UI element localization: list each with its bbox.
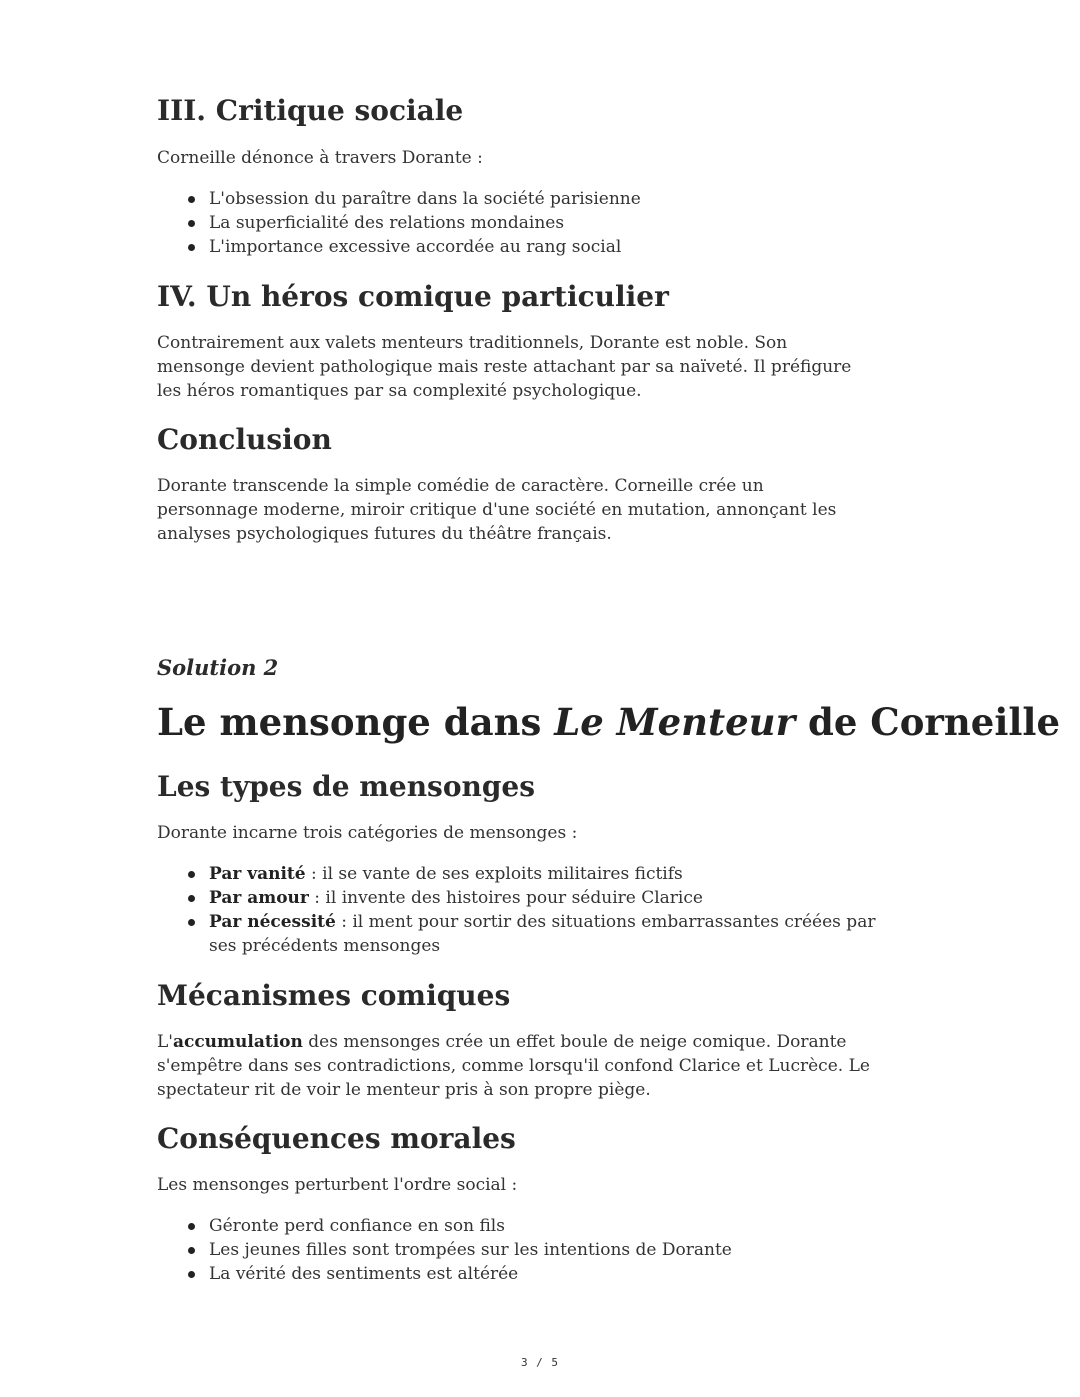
list-item xyxy=(157,862,897,886)
paragraph xyxy=(157,1030,907,1102)
paragraph: Contrairement aux valets menteurs traditionnels, Dorante est noble. Son mensonge devient pathologique mais reste attachant par sa naïveté. Il préfigure les héros romantiques par sa complexité psychologique. xyxy=(157,333,852,401)
list-item xyxy=(157,910,897,958)
mecanismes-text xyxy=(157,1030,907,1102)
paragraph: Corneille dénonce à travers Dorante : xyxy=(157,148,483,168)
document-title xyxy=(157,700,1061,744)
section-critique-sociale xyxy=(157,94,937,128)
item-bold: Par vanité xyxy=(209,864,306,884)
item-bold: Par amour xyxy=(209,888,309,908)
solution-label xyxy=(157,655,937,681)
section-heading: Mécanismes comiques xyxy=(157,979,511,1012)
critique-intro xyxy=(157,146,937,170)
paragraph: Dorante incarne trois catégories de mensonges : xyxy=(157,823,578,843)
section-mecanismes-comiques xyxy=(157,979,937,1013)
critique-list xyxy=(157,187,937,259)
list-item xyxy=(157,886,897,910)
item-text: : il se vante de ses exploits militaires fictifs xyxy=(305,864,683,884)
section-heros-comique xyxy=(157,280,937,314)
title-prefix: Le mensonge dans xyxy=(157,700,555,744)
para-rest: des mensonges crée un effet boule de neige comique. Dorante s'empêtre dans ses contradictions, comme lorsqu'il confond Clarice et Lucrèce. Le spectateur rit de voir le menteur pris à son propre piège. xyxy=(157,1032,870,1100)
item-text: : il invente des histoires pour séduire Clarice xyxy=(308,888,703,908)
section-heading: III. Critique sociale xyxy=(157,94,464,127)
consequences-intro xyxy=(157,1173,937,1197)
section-heading: Conclusion xyxy=(157,423,332,456)
para-bold: accumulation xyxy=(172,1032,303,1052)
bullet-list xyxy=(157,1214,937,1286)
list-item: La vérité des sentiments est altérée xyxy=(157,1262,937,1286)
paragraph: Les mensonges perturbent l'ordre social : xyxy=(157,1175,518,1195)
bullet-list xyxy=(157,187,937,259)
title-suffix: de Corneille xyxy=(795,700,1061,744)
paragraph: Dorante transcende la simple comédie de caractère. Corneille crée un personnage moderne, miroir critique d'une société en mutation, annonçant les analyses psychologiques futures du théâtre français. xyxy=(157,476,837,544)
list-item: Géronte perd confiance en son fils xyxy=(157,1214,937,1238)
item-text: : il ment pour sortir des situations embarrassantes créées par ses précédents mensonges xyxy=(209,912,876,956)
conclusion-text xyxy=(157,474,857,546)
page-title xyxy=(157,700,1061,744)
item-bold: Par nécessité xyxy=(209,912,336,932)
types-intro xyxy=(157,821,937,845)
section-heading: IV. Un héros comique particulier xyxy=(157,280,669,313)
section-heading: Conséquences morales xyxy=(157,1122,516,1155)
section-consequences-morales xyxy=(157,1122,937,1156)
consequences-list xyxy=(157,1214,937,1286)
heros-text xyxy=(157,331,877,403)
section-types-mensonges xyxy=(157,770,937,804)
list-item: L'importance excessive accordée au rang social xyxy=(157,235,937,259)
section-conclusion xyxy=(157,423,937,457)
list-item: Les jeunes filles sont trompées sur les intentions de Dorante xyxy=(157,1238,937,1262)
bullet-list xyxy=(157,862,897,958)
list-item: La superficialité des relations mondaines xyxy=(157,211,937,235)
page-number: 3 / 5 xyxy=(520,1356,560,1369)
title-italic: Le Menteur xyxy=(554,700,796,744)
list-item: L'obsession du paraître dans la société parisienne xyxy=(157,187,937,211)
solution-label-text: Solution 2 xyxy=(157,655,279,680)
section-heading: Les types de mensonges xyxy=(157,770,536,803)
types-list xyxy=(157,862,897,958)
para-lead: L' xyxy=(157,1032,173,1052)
